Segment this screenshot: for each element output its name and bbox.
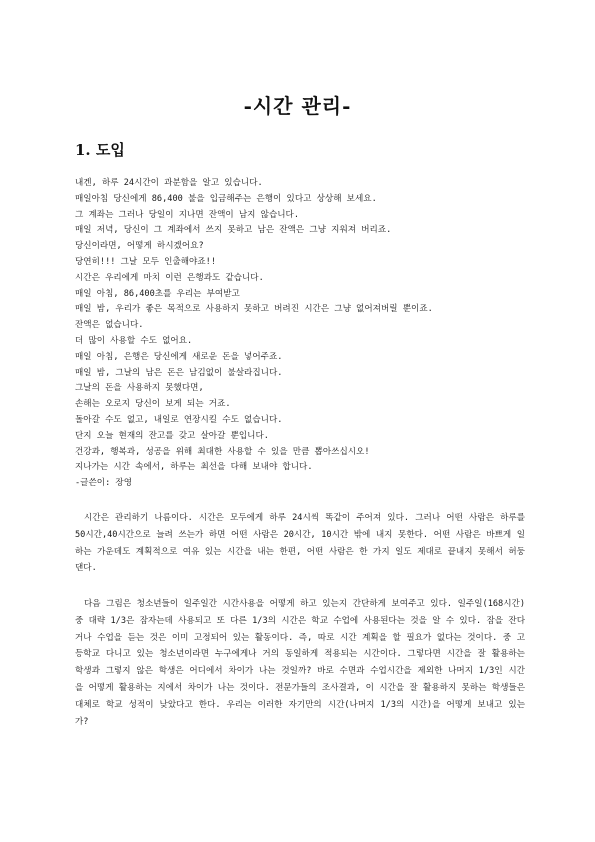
body-paragraph-text: 시간은 관리하기 나름이다. 시간은 모두에게 하루 24시씩 똑같이 주어져 있다. 그러나 어떤 사람은 하루를 50시간,40시간으로 늘려 쓰는가 하면 어떤 사람은 20시간, 10시간 밖에 내지 못한다. 어떤 사람은 바쁘게 일하는 가운데도 계획적으로 여유 있는 시간을 내는 한편, 어떤 사람은 한 가지 일도 제대로 끝내지 못해서 허둥댄다. — [75, 513, 525, 574]
poem-line: 그 계좌는 그러나 당일이 지나면 잔액이 남지 않습니다. — [75, 209, 300, 220]
poem-line: 더 많이 사용할 수도 없어요. — [75, 335, 193, 346]
poem-line: 매일 아침, 은행은 당신에게 새로운 돈을 넣어주죠. — [75, 351, 283, 362]
poem-line: 당연히!!! 그날 모두 인출해야죠!! — [75, 256, 217, 267]
poem-line: 건강과, 행복과, 성공을 위해 최대한 사용할 수 있을 만큼 뽑아쓰십시오! — [75, 446, 370, 457]
poem-author: -글쓴이: 장영 — [75, 478, 133, 489]
poem-line: 시간은 우리에게 마치 이런 은행과도 같습니다. — [75, 272, 264, 283]
poem-line: 매일 저녁, 당신이 그 계좌에서 쓰지 못하고 남은 잔액은 그냥 지워져 버리죠. — [75, 225, 392, 236]
poem-line: 지나가는 시간 속에서, 하루는 최선을 다해 보내야 합니다. — [75, 462, 313, 473]
poem-line: 매일아침 당신에게 86,400 불을 입금해주는 은행이 있다고 상상해 보세요. — [75, 193, 377, 204]
poem-line: 매일 아침, 86,400초를 우리는 부여받고 — [75, 288, 240, 299]
body-paragraph-text: 다음 그림은 청소년들이 일주일간 시간사용을 어떻게 하고 있는지 간단하게 보여주고 있다. 일주일(168시간) 중 대략 1/3은 잠자는데 사용되고 또 다른 1/3의 시간은 학교 수업에 사용된다는 것을 알 수 있다. 잠을 잔다거나 수업을 듣는 것은 이미 고정되어 있는 활동이다. 즉, 따로 시간 계획을 할 필요가 없다는 것이다. 중 고등학교 다니고 있는 청소년이라면 누구에게나 거의 동일하게 적용되는 시간이다. 그렇다면 시간을 잘 활용하는 학생과 그렇지 않은 학생은 어디에서 차이가 나는 것일까? 바로 수면과 수업시간을 제외한 나머지 1/3인 시간을 어떻게 활용하는 지에서 차이가 나는 것이다. 전문가들의 조사결과, 이 시간을 잘 활용하지 못하는 학생들은 대체로 학교 성적이 낮았다고 한다. 우리는 이러한 자기만의 시간(나머지 1/3의 시간)을 어떻게 보내고 있는가? — [75, 599, 525, 727]
poem-line: 내겐, 하루 24시간이 과분함을 알고 있습니다. — [75, 178, 263, 188]
poem-line: 매일 밤, 그날의 남은 돈은 남김없이 불살라집니다. — [75, 367, 283, 378]
section-heading: 1. 도입 — [75, 141, 125, 159]
body-paragraph — [75, 596, 525, 730]
poem-line: 그날의 돈을 사용하지 못했다면, — [75, 383, 204, 394]
poem-line: 손해는 오로지 당신이 보게 되는 거죠. — [75, 399, 231, 410]
poem-block — [75, 176, 525, 492]
body-paragraph — [75, 510, 525, 577]
poem-line: 잔액은 없습니다. — [75, 320, 144, 331]
poem-line: 돌아갈 수도 없고, 내일로 연장시킬 수도 없습니다. — [75, 414, 283, 425]
poem-line: 매일 밤, 우리가 좋은 목적으로 사용하지 못하고 버려진 시간은 그냥 없어져버릴 뿐이죠. — [75, 304, 433, 315]
poem-line: 당신이라면, 어떻게 하시겠어요? — [75, 241, 204, 252]
page-title: -시간 관리- — [243, 94, 352, 118]
poem-line: 단지 오늘 현재의 잔고를 갖고 살아갈 뿐입니다. — [75, 430, 269, 441]
